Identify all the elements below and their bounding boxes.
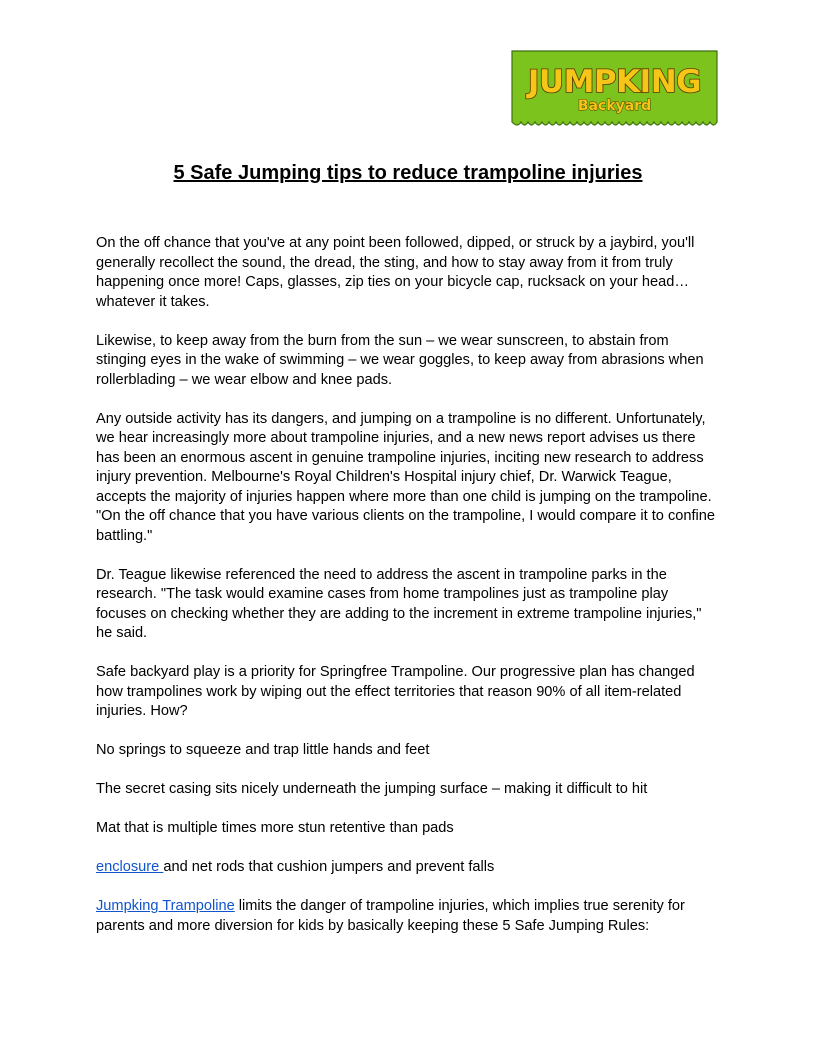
logo-graphic [511,50,718,128]
paragraph-4: Dr. Teague likewise referenced the need to address the ascent in trampoline parks in the research. "The task would examine cases from home trampolines just as trampoline play focuses on checking whether they are adding to the increment in extreme trampoline injuries," he said. [96,566,702,641]
paragraph-5: Safe backyard play is a priority for Springfree Trampoline. Our progressive plan has changed how trampolines work by wiping out the effect territories that reason 90% of all item-related injuries. How? [96,664,695,719]
paragraph-closing [96,897,720,936]
closing-text: limits the danger of trampoline injuries, which implies true serenity for parents and more diversion for kids by basically keeping these 5 Safe Jumping Rules: [96,898,685,934]
logo-brand-text: JUMPKING [527,64,702,100]
feature-hidden-frame: The secret casing sits nicely underneath the jumping surface – making it difficult to hit [96,781,648,797]
jumpking-trampoline-link[interactable]: Jumpking Trampoline [96,898,235,914]
article-body [96,234,720,956]
paragraph-2: Likewise, to keep away from the burn from the sun – we wear sunscreen, to abstain from stinging eyes in the wake of swimming – we wear goggles, to keep away from abrasions when rollerblading – we wear elbow and knee pads. [96,332,704,388]
feature-enclosure [96,858,720,878]
feature-no-springs: No springs to squeeze and trap little hands and feet [96,742,430,758]
feature-mat: Mat that is multiple times more stun retentive than pads [96,820,454,836]
page-title: 5 Safe Jumping tips to reduce trampoline injuries [173,162,643,184]
jumpking-logo [511,50,718,128]
feature-enclosure-text: and net rods that cushion jumpers and prevent falls [163,859,495,875]
logo-sub-text: Backyard [577,98,652,114]
paragraph-1: On the off chance that you've at any point been followed, dipped, or struck by a jaybird, you'll generally recollect the sound, the dread, the sting, and how to stay away from it from truly happening once more! Caps, glasses, zip ties on your bicycle cap, rucksack on your head… whatever it takes. [96,235,695,310]
paragraph-3: Any outside activity has its dangers, and jumping on a trampoline is no different. Unfortunately, we hear increasingly more about trampoline injuries, and a new news report advises us there has been an enormous ascent in genuine trampoline injuries, inciting new research to address injury prevention. Melbourne's Royal Children's Hospital injury chief, Dr. Warwick Teague, accepts the majority of injuries happen where more than one child is jumping on the trampoline. "On the off chance that you have various clients on the trampoline, I would compare it to confine battling." [96,410,716,544]
enclosure-link[interactable]: enclosure [96,859,164,875]
